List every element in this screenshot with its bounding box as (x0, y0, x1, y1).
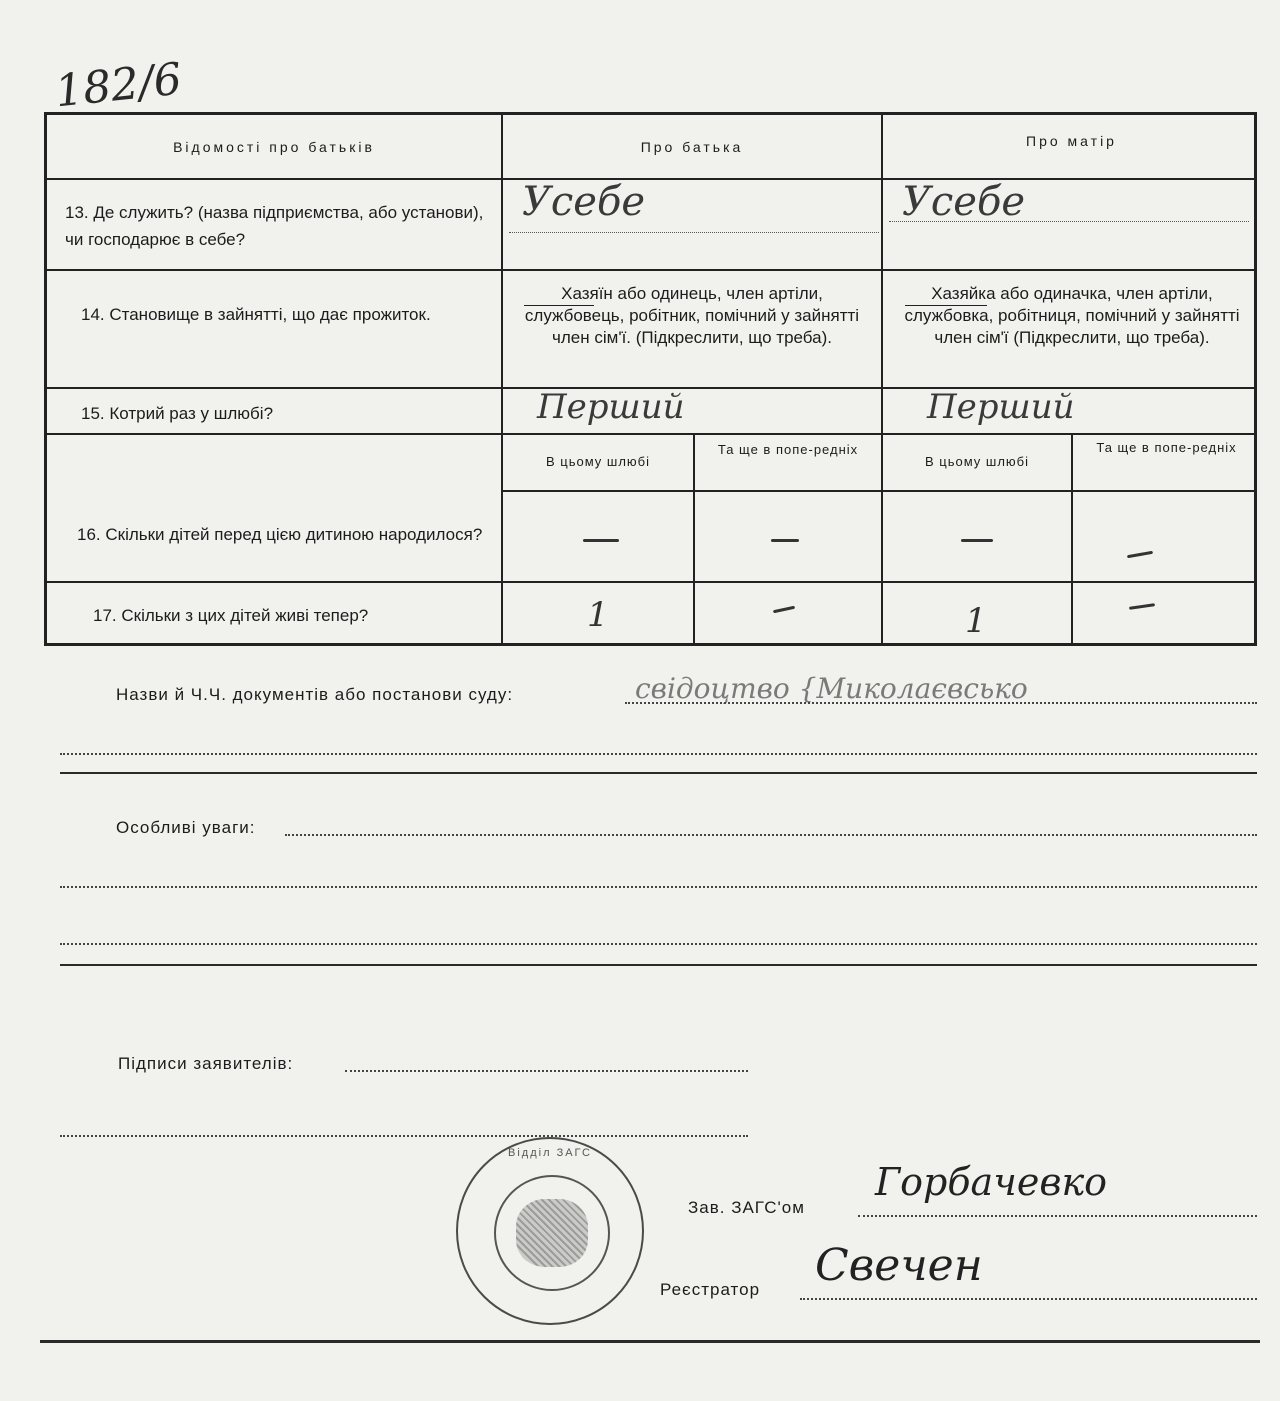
row-divider (47, 178, 1254, 180)
official-seal (456, 1137, 644, 1325)
header-mother: Про матір (1026, 133, 1117, 149)
remarks-dotted-line (285, 834, 1257, 836)
zags-head-dotted-line (858, 1215, 1257, 1217)
answer-13-mother: Усебе (902, 179, 1026, 225)
subheader-divider (503, 490, 1254, 492)
subheader-mother-previous: Та ще в попе-редніх (1096, 440, 1237, 455)
dash-16-mother-previous (1127, 551, 1153, 558)
column-divider (501, 115, 503, 643)
section-divider (60, 772, 1257, 774)
column-divider (881, 115, 883, 643)
dash-16-father-previous (771, 539, 799, 542)
parents-info-table (44, 112, 1257, 646)
registrar-dotted-line (800, 1298, 1257, 1300)
seal-inner-ring (494, 1175, 610, 1291)
value-17-father-this: 1 (587, 595, 609, 635)
zags-head-label: Зав. ЗАГС'ом (688, 1198, 805, 1217)
corner-archive-mark: 182/6 (52, 53, 185, 118)
registrar-label: Реєстратор (660, 1280, 761, 1299)
documents-dotted-line (625, 702, 1257, 704)
dash-17-father-previous (773, 606, 795, 614)
subheader-father-previous: Та ще в попе-редніх (717, 442, 859, 457)
dotted-line (509, 232, 879, 233)
dotted-line (889, 221, 1249, 222)
question-13: 13. Де служить? (назва підприємства, або установи), чи господарює в себе? (65, 203, 484, 249)
answer-13-father: Усебе (522, 179, 646, 225)
remarks-label: Особливі уваги: (116, 818, 256, 837)
subheader-father-this: В цьому шлюбі (545, 454, 651, 469)
header-parents-info: Відомості про батьків (173, 139, 375, 155)
question-15: 15. Котрий раз у шлюбі? (81, 404, 274, 423)
value-17-mother-this: 1 (965, 601, 987, 641)
question-16: 16. Скільки дітей перед цією дитиною народилося? (77, 525, 483, 544)
options-14-father: Хазяїн або одинець, член артіли, службовець, робітник, помічний у зайнятті член сім'ї. (Підкреслити, що треба). (524, 284, 860, 347)
seal-emblem (516, 1199, 588, 1267)
remarks-dotted-line-3 (60, 943, 1257, 945)
dash-16-father-this (583, 539, 619, 542)
header-father: Про батька (640, 139, 744, 155)
bottom-rule (40, 1340, 1260, 1343)
seal-text: Відділ ЗАГС (508, 1147, 592, 1159)
registrar-signature: Свечен (815, 1240, 983, 1291)
documents-value: свідоцтво {Миколаєвсько (635, 672, 1028, 705)
dash-17-mother-previous (1129, 603, 1155, 610)
remarks-dotted-line-2 (60, 886, 1257, 888)
row-divider (47, 269, 1254, 271)
applicants-dotted-line (345, 1070, 748, 1072)
dash-16-mother-this (961, 539, 993, 542)
question-14: 14. Становище в зайнятті, що дає прожиток. (81, 305, 431, 324)
subcolumn-divider (693, 435, 695, 646)
options-14-mother: Хазяйка або одиначка, член артіли, службовка, робітниця, помічний у зайнятті член сім'ї (Підкреслити, що треба). (904, 284, 1240, 347)
documents-label: Назви й Ч.Ч. документів або постанови суду: (116, 685, 514, 704)
answer-15-father: Перший (537, 387, 685, 427)
question-17: 17. Скільки з цих дітей живі тепер? (93, 606, 369, 625)
underline-mark (524, 305, 594, 306)
answer-15-mother: Перший (927, 387, 1075, 427)
subheader-mother-this: В цьому шлюбі (924, 454, 1030, 469)
underline-mark (905, 305, 987, 306)
applicants-dotted-line-2 (60, 1135, 748, 1137)
applicants-label: Підписи заявителів: (118, 1054, 294, 1073)
subcolumn-divider (1071, 435, 1073, 646)
documents-dotted-line-2 (60, 753, 1257, 755)
zags-head-signature: Горбачевко (875, 1160, 1108, 1204)
section-divider (60, 964, 1257, 966)
